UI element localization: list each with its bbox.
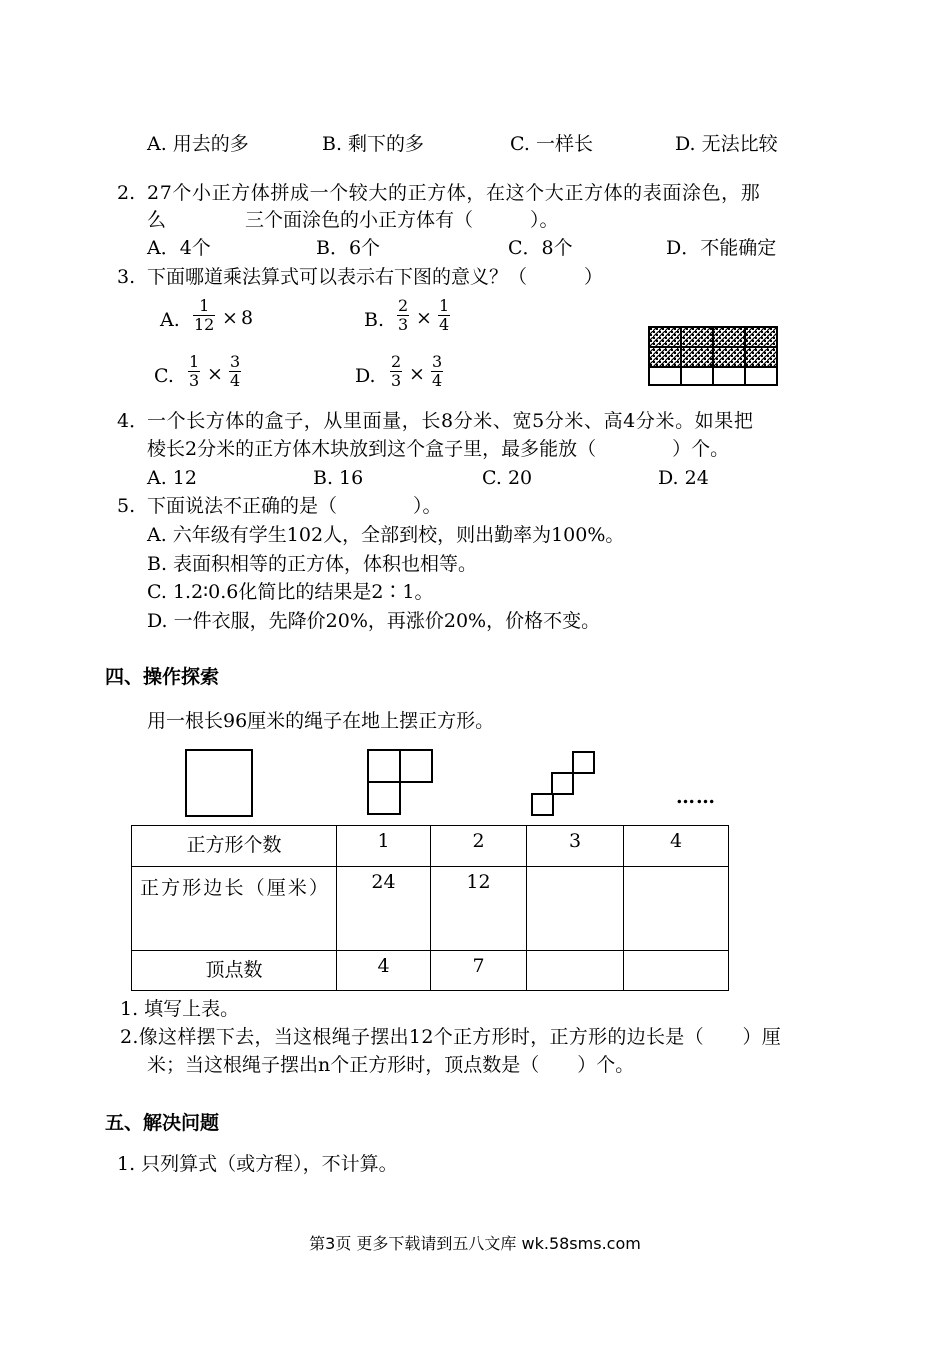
q3-b-fraction2 xyxy=(438,297,450,334)
side-cell[interactable]: 12 xyxy=(431,867,527,951)
side-cell: 24 xyxy=(337,867,431,951)
q3-b-times: × xyxy=(416,307,432,329)
side-cell[interactable] xyxy=(527,867,624,951)
row-header-count: 正方形个数 xyxy=(132,826,337,867)
pattern3-square xyxy=(532,794,553,815)
q3-c-fraction1 xyxy=(188,353,200,390)
q3-label-d: D. xyxy=(355,365,376,387)
q3-grid-figure xyxy=(647,325,779,387)
q4-text-line1: 一个长方体的盒子，从里面量，长8分米、宽5分米、高4分米。如果把 xyxy=(147,410,754,432)
q3-b-numerator2: 1 xyxy=(439,296,450,315)
q2-text-line1: 27个小正方体拼成一个较大的正方体，在这个大正方体的表面涂色，那 xyxy=(147,182,761,204)
q4-option-d: D. 24 xyxy=(658,467,709,489)
q3-a-whole: 8 xyxy=(241,307,254,329)
q3-c-times: × xyxy=(207,363,223,385)
q3-a-times: × xyxy=(222,307,238,329)
count-cell: 4 xyxy=(624,826,729,867)
q5-number: 5. xyxy=(117,495,136,517)
q4-number: 4． xyxy=(117,410,149,432)
table-row-count xyxy=(132,826,729,867)
q3-c-fraction2 xyxy=(229,353,241,390)
q3-b-fraction1 xyxy=(397,297,409,334)
q3-b-numerator1: 2 xyxy=(398,296,409,315)
q3-label-b: B. xyxy=(364,309,385,331)
section5-q1: 1. 只列算式（或方程），不计算。 xyxy=(117,1153,398,1175)
q2-option-a: A．4个 xyxy=(147,237,211,259)
q5-option-c: C. 1.2∶0.6化简比的结果是2∶1。 xyxy=(147,581,434,603)
q2-option-c: C．8个 xyxy=(508,237,573,259)
row-header-vertices: 顶点数 xyxy=(132,951,337,991)
pattern2-square-mid xyxy=(368,782,400,814)
q3-a-numerator: 1 xyxy=(199,296,210,315)
section4-q1: 1. 填写上表。 xyxy=(120,998,240,1020)
count-cell: 2 xyxy=(431,826,527,867)
count-cell: 1 xyxy=(337,826,431,867)
q3-d-denominator1: 3 xyxy=(391,371,402,390)
q3-d-times: × xyxy=(409,363,425,385)
q3-d-denominator2: 4 xyxy=(432,371,443,390)
table-row-vertices xyxy=(132,951,729,991)
q3-a-denominator: 12 xyxy=(194,315,215,334)
pattern2-square-top xyxy=(368,750,400,782)
q3-a-fraction xyxy=(193,297,215,334)
squares-table xyxy=(131,825,729,991)
q1-option-a: A. 用去的多 xyxy=(147,133,249,155)
q3-d-fraction1 xyxy=(390,353,402,390)
q1-option-d: D. 无法比较 xyxy=(675,133,778,155)
q4-option-b: B. 16 xyxy=(313,467,364,489)
q3-c-numerator2: 3 xyxy=(230,352,241,371)
q3-b-denominator2: 4 xyxy=(439,315,450,334)
q2-number: 2. xyxy=(117,182,136,204)
q3-b-denominator1: 3 xyxy=(398,315,409,334)
q2-text-line2b: 三个面涂色的小正方体有（ ）。 xyxy=(245,209,559,231)
row-header-side: 正方形边长（厘米） xyxy=(132,867,337,951)
section4-q2-line1: 2.像这样摆下去，当这根绳子摆出12个正方形时，正方形的边长是（ ）厘 xyxy=(120,1026,782,1048)
pattern3-square xyxy=(552,773,573,794)
q5-option-a: A. 六年级有学生102人，全部到校，则出勤率为100%。 xyxy=(147,524,625,546)
vertex-cell[interactable] xyxy=(527,951,624,991)
q2-option-b: B．6个 xyxy=(316,237,381,259)
vertex-cell[interactable] xyxy=(624,951,729,991)
pattern1-square xyxy=(186,750,252,816)
q3-label-c: C. xyxy=(154,365,174,387)
q3-c-denominator1: 3 xyxy=(189,371,200,390)
vertex-cell: 7 xyxy=(431,951,527,991)
q5-text: 下面说法不正确的是（ ）。 xyxy=(147,495,442,517)
q3-d-numerator2: 3 xyxy=(432,352,443,371)
q3-c-denominator2: 4 xyxy=(230,371,241,390)
page-footer: 第3页 更多下载请到五八文库 wk.58sms.com xyxy=(309,1234,641,1253)
section5-title: 五、解决问题 xyxy=(105,1112,220,1134)
pattern2-square-right xyxy=(400,750,432,782)
section4-title: 四、操作探索 xyxy=(105,666,220,688)
pattern3-square xyxy=(573,752,594,773)
square-patterns-figure xyxy=(180,745,740,817)
count-cell: 3 xyxy=(527,826,624,867)
q3-text: 下面哪道乘法算式可以表示右下图的意义？（ ） xyxy=(147,266,604,288)
q3-d-numerator1: 2 xyxy=(391,352,402,371)
side-cell[interactable] xyxy=(624,867,729,951)
q1-option-b: B. 剩下的多 xyxy=(322,133,425,155)
section4-intro: 用一根长96厘米的绳子在地上摆正方形。 xyxy=(147,710,495,732)
vertex-cell: 4 xyxy=(337,951,431,991)
q2-text-line2a: 么 xyxy=(147,209,167,231)
q4-option-a: A. 12 xyxy=(147,467,197,489)
q4-text-line2: 棱长2分米的正方体木块放到这个盒子里，最多能放（ ）个。 xyxy=(147,438,730,460)
table-row-side xyxy=(132,867,729,951)
q1-option-c: C. 一样长 xyxy=(510,133,593,155)
q3-label-a: A. xyxy=(160,309,180,331)
q2-option-d: D．不能确定 xyxy=(666,237,777,259)
q5-option-b: B. 表面积相等的正方体，体积也相等。 xyxy=(147,553,478,575)
q3-number: 3. xyxy=(117,266,136,288)
q3-d-fraction2 xyxy=(431,353,443,390)
q4-option-c: C. 20 xyxy=(482,467,533,489)
q5-option-d: D. 一件衣服，先降价20%，再涨价20%，价格不变。 xyxy=(147,610,601,632)
q3-c-numerator1: 1 xyxy=(189,352,200,371)
pattern-ellipsis: …… xyxy=(676,786,716,808)
section4-q2-line2: 米；当这根绳子摆出n个正方形时，顶点数是（ ）个。 xyxy=(147,1054,635,1076)
